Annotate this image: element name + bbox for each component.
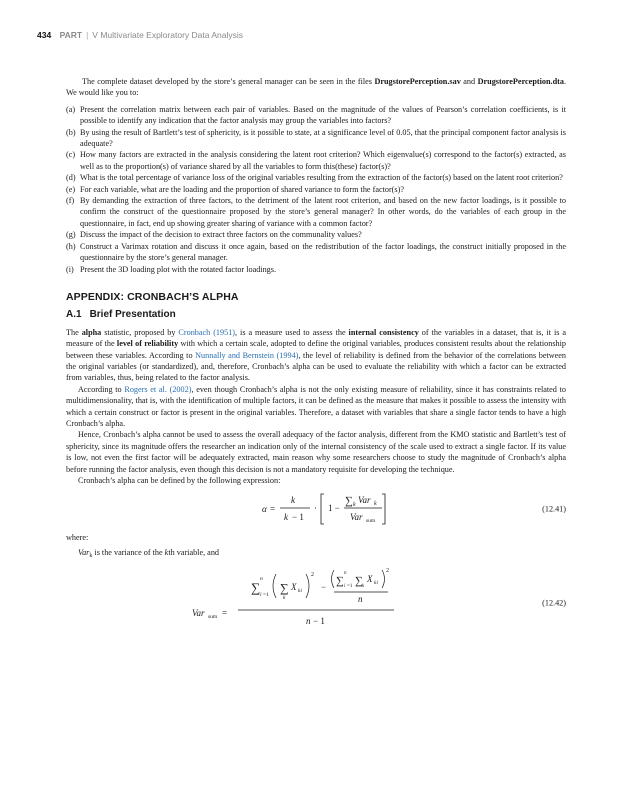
equation-12-42-graphic bbox=[66, 566, 566, 640]
svg-text:=: = bbox=[270, 504, 276, 515]
text: th variable, and bbox=[168, 547, 220, 557]
question-item bbox=[66, 127, 566, 150]
section-number: A.1 bbox=[66, 309, 82, 321]
svg-text:sum: sum bbox=[208, 614, 218, 621]
equation-number: (12.41) bbox=[542, 504, 566, 514]
part-label: PART bbox=[59, 30, 83, 40]
question-item bbox=[66, 184, 566, 195]
svg-text:∑: ∑ bbox=[251, 580, 261, 596]
intro-text: The complete dataset developed by the store’s general manager can be seen in the files bbox=[82, 77, 375, 86]
intro-text: and bbox=[460, 77, 478, 86]
svg-text:k: k bbox=[362, 584, 365, 590]
question-item bbox=[66, 104, 566, 127]
question-item bbox=[66, 149, 566, 172]
var-subscript: k bbox=[89, 552, 93, 559]
keyword-internal-consistency: internal consistency bbox=[348, 327, 419, 337]
svg-text:n: n bbox=[306, 616, 311, 627]
svg-text:Var: Var bbox=[358, 495, 371, 506]
running-head-separator: | bbox=[86, 30, 89, 40]
running-head bbox=[37, 30, 243, 40]
k-symbol: k bbox=[164, 547, 169, 557]
question-label: (d) bbox=[66, 173, 76, 183]
question-list bbox=[66, 104, 566, 275]
svg-text:·: · bbox=[314, 503, 317, 514]
svg-text:n: n bbox=[358, 594, 363, 605]
question-text: What is the total percentage of variance loss of the original variables resulting from the extraction of the factor(s) based on the latent root criterion? bbox=[80, 173, 563, 183]
question-label: (c) bbox=[66, 150, 76, 160]
question-label: (h) bbox=[66, 241, 76, 251]
question-text: By using the result of Bartlett’s test of sphericity, is it possible to state, at a significance level of 0.05, that the principal component factor analysis is adequate? bbox=[80, 127, 566, 149]
svg-text:2: 2 bbox=[386, 568, 389, 575]
svg-text:X: X bbox=[291, 582, 297, 593]
page-number: 434 bbox=[37, 30, 52, 40]
svg-text:X: X bbox=[367, 574, 373, 585]
question-item bbox=[66, 195, 566, 229]
svg-text:Var: Var bbox=[192, 608, 205, 619]
question-item bbox=[66, 241, 566, 264]
question-label: (f) bbox=[66, 196, 75, 206]
svg-text:k: k bbox=[284, 512, 288, 523]
question-text: Discuss the impact of the decision to extract three factors on the communality values? bbox=[80, 230, 362, 240]
svg-text:i: i bbox=[260, 592, 262, 599]
equation-number: (12.42) bbox=[542, 598, 566, 608]
var-symbol: Var bbox=[78, 547, 90, 557]
svg-text:−: − bbox=[321, 582, 327, 593]
citation-link[interactable]: Cronbach (1951) bbox=[178, 327, 236, 337]
text: , the level of reliability is defined from the behavior of the correlations between the original variables (or standardized), and, therefore, Cronbach’s alpha can be used to evaluate the reliability with which a factor can be extracted from variables, thus, being related to the factor analysis. bbox=[66, 350, 567, 383]
svg-text:ki: ki bbox=[374, 580, 378, 587]
question-label: (i) bbox=[66, 264, 74, 274]
text: with which a certain scale, adopted to define the original variables, produces consistent results about the relationship between these variables. According to bbox=[66, 339, 567, 360]
question-item bbox=[66, 172, 566, 183]
text: According to bbox=[78, 384, 125, 394]
question-label: (g) bbox=[66, 230, 76, 240]
svg-text:α: α bbox=[262, 504, 267, 515]
question-text: Present the 3D loading plot with the rotated factor loadings. bbox=[80, 264, 277, 274]
question-label: (b) bbox=[66, 127, 76, 137]
question-text: By demanding the extraction of three factors, to the detriment of the latent root criterion, and based on the new factor loadings, is it possible to confirm the construct of the questionnaire proposed by the store’s general manager? In other words, do the variables of each group in the questionnaire, in fact, end up showing greater sharing of variance with a common factor? bbox=[80, 196, 566, 228]
text: statistic, proposed by bbox=[101, 327, 179, 337]
svg-text:=1: =1 bbox=[347, 584, 353, 590]
svg-text:n: n bbox=[260, 576, 263, 583]
svg-text:− 1: − 1 bbox=[313, 616, 325, 627]
part-number: V bbox=[92, 30, 98, 40]
body-paragraph-2 bbox=[66, 384, 566, 430]
question-text: Present the correlation matrix between each pair of variables. Based on the magnitude of the values of Pearson’s correlation coefficients, is it possible to identify any indication that the factor analysis may group the variables into factors? bbox=[80, 104, 566, 126]
question-label: (a) bbox=[66, 104, 76, 114]
chapter-title: Multivariate Exploratory Data Analysis bbox=[100, 30, 244, 40]
equation-var-sum bbox=[66, 566, 566, 640]
svg-text:k: k bbox=[374, 501, 377, 508]
keyword-level-of-reliability: level of reliability bbox=[116, 339, 179, 349]
question-item bbox=[66, 229, 566, 240]
svg-text:sum: sum bbox=[366, 518, 376, 525]
svg-text:2: 2 bbox=[311, 572, 314, 579]
intro-text: . We would like you to: bbox=[66, 77, 566, 98]
svg-text:n: n bbox=[344, 571, 347, 577]
text: , is a measure used to assess the bbox=[235, 327, 349, 337]
section-heading bbox=[66, 309, 566, 320]
text: of the variables in a dataset, that is, it is a measure of the bbox=[66, 327, 566, 349]
intro-paragraph bbox=[66, 76, 566, 99]
body-paragraph-4: Cronbach’s alpha can be defined by the following expression: bbox=[78, 476, 281, 485]
question-item bbox=[66, 264, 566, 275]
svg-text:ki: ki bbox=[298, 588, 302, 595]
svg-text:k: k bbox=[291, 495, 295, 506]
svg-text:=1: =1 bbox=[263, 592, 269, 599]
text: The bbox=[66, 327, 82, 337]
svg-text:i: i bbox=[344, 584, 346, 590]
equation-12-41-graphic bbox=[66, 490, 566, 528]
section-title: Brief Presentation bbox=[89, 309, 176, 321]
citation-link[interactable]: Nunnally and Bernstein (1994) bbox=[195, 350, 299, 360]
text: is the variance of the bbox=[92, 547, 165, 557]
svg-text:=: = bbox=[222, 608, 228, 619]
variance-definition bbox=[66, 547, 566, 562]
question-text: For each variable, what are the loading and the proportion of shared variance to form the factor(s)? bbox=[80, 184, 404, 194]
equation-cronbach-alpha bbox=[66, 490, 566, 528]
citation-link[interactable]: Rogers et al. (2002) bbox=[124, 384, 192, 394]
where-label: where: bbox=[66, 533, 89, 543]
question-text: Construct a Varimax rotation and discuss it once again, based on the redistribution of the factor loadings, the construct initially proposed in the questionnaire by the store’s general manager. bbox=[80, 241, 566, 263]
svg-text:− 1: − 1 bbox=[292, 512, 304, 523]
file-sav: DrugstorePerception.sav bbox=[374, 77, 461, 86]
svg-text:Var: Var bbox=[350, 512, 363, 523]
question-label: (e) bbox=[66, 184, 76, 194]
svg-text:∑: ∑ bbox=[280, 581, 289, 596]
svg-text:1 −: 1 − bbox=[328, 503, 340, 514]
text: , even though Cronbach’s alpha is not the only existing measure of reliability, since it has constraints related to multidimensionality, that is, with the identification of multiple factors, it can be defined as the measure that makes it possible to assess the intensity with which a certain construct or factor is present in the original variables. Therefore, a dataset with variables that share a single factor tends to have a high Cronbach’s alpha. bbox=[66, 384, 566, 428]
page-content bbox=[66, 76, 566, 644]
svg-text:k: k bbox=[283, 595, 286, 602]
svg-text:k: k bbox=[353, 502, 356, 509]
question-text: How many factors are extracted in the analysis considering the latent root criterion? Which eigenvalue(s) correspond to the factor(s) extracted, as well as to the proportion(s) of variance shared by all the variables to form this(these) factor(s)? bbox=[80, 150, 566, 171]
body-paragraph-3: Hence, Cronbach’s alpha cannot be used to assess the overall adequacy of the factor analysis, different from the KMO statistic and Bartlett’s test of sphericity, since its magnitude offers the researcher an indication only of the internal consistency of the scale used to extract a single factor. If its value is low, not even the first factor will be adequately extracted, main reason why some researchers choose to study the magnitude of Cronbach’s alpha before running the factor analysis, even though this decision is not a mandatory requisite for developing the technique. bbox=[66, 430, 566, 474]
keyword-alpha: alpha bbox=[81, 327, 102, 337]
appendix-heading: APPENDIX: CRONBACH’S ALPHA bbox=[66, 290, 239, 303]
body-paragraph-1 bbox=[66, 327, 566, 384]
svg-text:∑: ∑ bbox=[336, 575, 344, 588]
svg-text:∑: ∑ bbox=[355, 575, 363, 588]
svg-text:∑: ∑ bbox=[345, 495, 353, 508]
file-dta: DrugstorePerception.dta bbox=[477, 77, 564, 86]
